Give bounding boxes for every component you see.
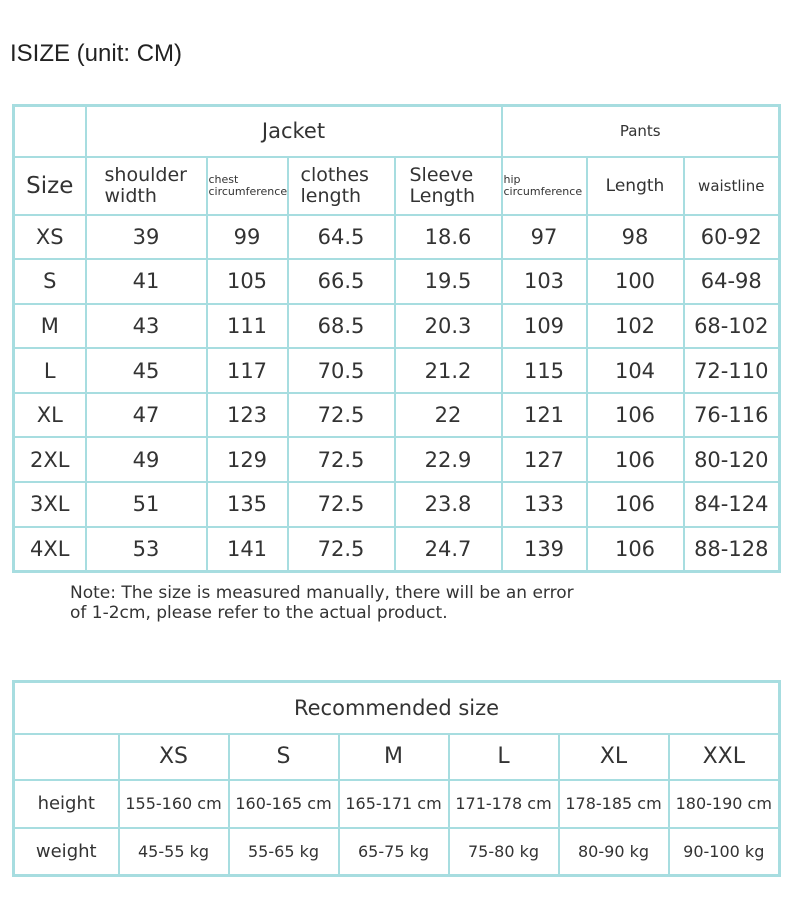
- size-row: [14, 437, 780, 482]
- waistline-cell: 72-110: [684, 348, 780, 393]
- chest-cell: 129: [207, 437, 288, 482]
- size-chart-table: [12, 104, 781, 573]
- recommended-title: Recommended size: [14, 682, 780, 734]
- weight-value: 90-100 kg: [669, 828, 780, 876]
- size-row: [14, 215, 780, 260]
- height-value: 155-160 cm: [119, 780, 229, 828]
- rec-size-cell: XS: [119, 734, 229, 780]
- shoulder-width-cell: 45: [86, 348, 207, 393]
- recommended-size-table: [12, 680, 781, 877]
- chest-cell: 105: [207, 259, 288, 304]
- hip-cell: 109: [502, 304, 587, 349]
- size-row: [14, 527, 780, 572]
- waistline-cell: 60-92: [684, 215, 780, 260]
- clothes-length-cell: 64.5: [288, 215, 395, 260]
- size-row: [14, 482, 780, 527]
- recommended-height-row: [14, 780, 780, 828]
- size-cell: XS: [14, 215, 86, 260]
- height-value: 165-171 cm: [339, 780, 449, 828]
- waistline-cell: 88-128: [684, 527, 780, 572]
- waistline-cell: 84-124: [684, 482, 780, 527]
- rec-size-cell: S: [229, 734, 339, 780]
- size-row: [14, 393, 780, 438]
- height-value: 180-190 cm: [669, 780, 780, 828]
- recommended-size-row: [14, 734, 780, 780]
- chest-cell: 111: [207, 304, 288, 349]
- sleeve-length-cell: 21.2: [395, 348, 502, 393]
- chest-cell: 135: [207, 482, 288, 527]
- length-cell: 106: [587, 482, 684, 527]
- page-title: ISIZE (unit: CM): [10, 40, 183, 67]
- chest-cell: 117: [207, 348, 288, 393]
- sleeve-length-cell: 22: [395, 393, 502, 438]
- shoulder-width-cell: 41: [86, 259, 207, 304]
- chest-cell: 141: [207, 527, 288, 572]
- shoulder-width-cell: 43: [86, 304, 207, 349]
- group-header-row: [14, 106, 780, 157]
- height-value: 160-165 cm: [229, 780, 339, 828]
- weight-value: 55-65 kg: [229, 828, 339, 876]
- rec-size-cell: M: [339, 734, 449, 780]
- jacket-group-header: Jacket: [86, 106, 502, 157]
- hip-cell: 115: [502, 348, 587, 393]
- waistline-header: waistline: [684, 157, 780, 215]
- waistline-cell: 68-102: [684, 304, 780, 349]
- height-value: 178-185 cm: [559, 780, 669, 828]
- sleeve-length-header: Sleeve Length: [395, 157, 502, 215]
- chest-cell: 123: [207, 393, 288, 438]
- sleeve-length-cell: 19.5: [395, 259, 502, 304]
- height-label: height: [14, 780, 119, 828]
- size-cell: 2XL: [14, 437, 86, 482]
- waistline-cell: 64-98: [684, 259, 780, 304]
- waistline-cell: 80-120: [684, 437, 780, 482]
- weight-value: 75-80 kg: [449, 828, 559, 876]
- length-cell: 102: [587, 304, 684, 349]
- size-row: [14, 304, 780, 349]
- size-note: Note: The size is measured manually, there will be an error of 1-2cm, please refer to the actual product.: [70, 583, 574, 623]
- clothes-length-cell: 72.5: [288, 482, 395, 527]
- size-cell: 3XL: [14, 482, 86, 527]
- shoulder-width-cell: 49: [86, 437, 207, 482]
- corner-cell: [14, 106, 86, 157]
- pants-group-header: Pants: [502, 106, 780, 157]
- column-header-row: [14, 157, 780, 215]
- clothes-length-cell: 72.5: [288, 393, 395, 438]
- shoulder-width-cell: 51: [86, 482, 207, 527]
- length-cell: 106: [587, 393, 684, 438]
- sleeve-length-cell: 18.6: [395, 215, 502, 260]
- recommended-corner-cell: [14, 734, 119, 780]
- recommended-title-row: [14, 682, 780, 734]
- chest-cell: 99: [207, 215, 288, 260]
- size-row: [14, 348, 780, 393]
- sleeve-length-cell: 22.9: [395, 437, 502, 482]
- hip-cell: 127: [502, 437, 587, 482]
- rec-size-cell: L: [449, 734, 559, 780]
- shoulder-width-cell: 47: [86, 393, 207, 438]
- size-cell: M: [14, 304, 86, 349]
- clothes-length-cell: 70.5: [288, 348, 395, 393]
- chest-circumference-header: chest circumference: [207, 157, 288, 215]
- shoulder-width-header: shoulder width: [86, 157, 207, 215]
- sleeve-length-cell: 23.8: [395, 482, 502, 527]
- weight-value: 45-55 kg: [119, 828, 229, 876]
- clothes-length-header: clothes length: [288, 157, 395, 215]
- sleeve-length-cell: 20.3: [395, 304, 502, 349]
- shoulder-width-cell: 53: [86, 527, 207, 572]
- length-header: Length: [587, 157, 684, 215]
- clothes-length-cell: 72.5: [288, 437, 395, 482]
- weight-value: 65-75 kg: [339, 828, 449, 876]
- clothes-length-cell: 66.5: [288, 259, 395, 304]
- size-column-header: Size: [14, 157, 86, 215]
- length-cell: 106: [587, 437, 684, 482]
- rec-size-cell: XXL: [669, 734, 780, 780]
- hip-circumference-header: hip circumference: [502, 157, 587, 215]
- hip-cell: 97: [502, 215, 587, 260]
- length-cell: 98: [587, 215, 684, 260]
- length-cell: 104: [587, 348, 684, 393]
- size-cell: XL: [14, 393, 86, 438]
- hip-cell: 133: [502, 482, 587, 527]
- size-row: [14, 259, 780, 304]
- size-cell: S: [14, 259, 86, 304]
- shoulder-width-cell: 39: [86, 215, 207, 260]
- hip-cell: 121: [502, 393, 587, 438]
- weight-value: 80-90 kg: [559, 828, 669, 876]
- weight-label: weight: [14, 828, 119, 876]
- clothes-length-cell: 68.5: [288, 304, 395, 349]
- size-cell: L: [14, 348, 86, 393]
- length-cell: 106: [587, 527, 684, 572]
- length-cell: 100: [587, 259, 684, 304]
- hip-cell: 139: [502, 527, 587, 572]
- rec-size-cell: XL: [559, 734, 669, 780]
- size-cell: 4XL: [14, 527, 86, 572]
- recommended-weight-row: [14, 828, 780, 876]
- sleeve-length-cell: 24.7: [395, 527, 502, 572]
- clothes-length-cell: 72.5: [288, 527, 395, 572]
- waistline-cell: 76-116: [684, 393, 780, 438]
- hip-cell: 103: [502, 259, 587, 304]
- height-value: 171-178 cm: [449, 780, 559, 828]
